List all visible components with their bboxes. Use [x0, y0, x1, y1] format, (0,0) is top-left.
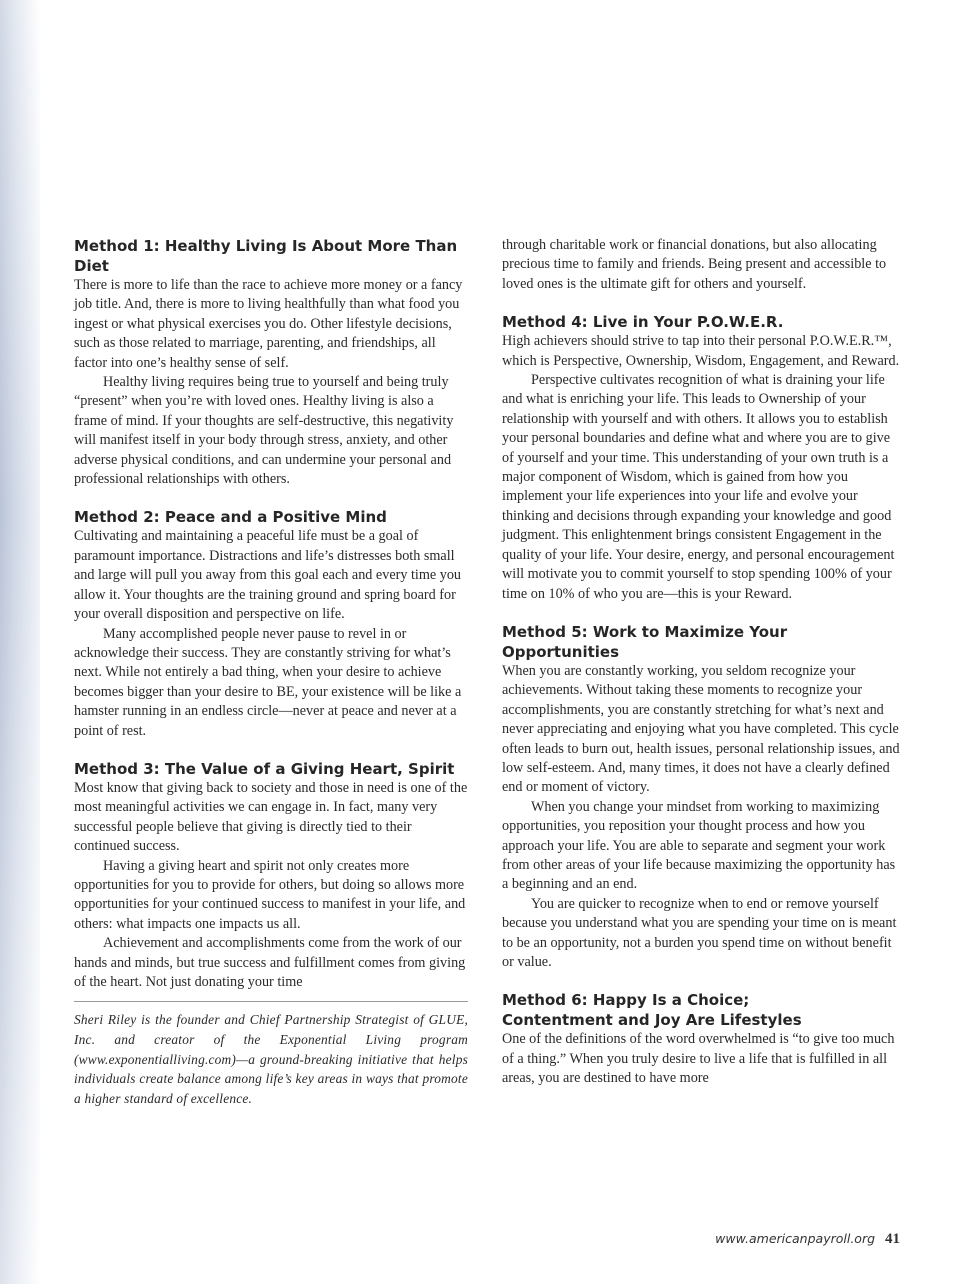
method-2-paragraph-1: Cultivating and maintaining a peaceful life must be a goal of paramount importance. Distractions and life’s distresses both small and large will pull you away from this goal each and every time you allow it. Your thoughts are the training ground and spring board for your overall disposition and perspective on life. [74, 528, 462, 623]
method-1-section [74, 236, 468, 489]
left-column [74, 236, 468, 1108]
method-1-paragraph-1: There is more to life than the race to achieve more money or a fancy job title. And, there is more to living healthfully than what food you ingest or what physical exercises you do. Other lifestyle decisions, such as those related to marriage, parenting, and friendships, all factor into one’s healthy sense of self. [74, 277, 463, 371]
method-6-heading-line-1: Method 6: Happy Is a Choice; [502, 991, 750, 1010]
method-5-paragraph-1: When you are constantly working, you seldom recognize your achievements. Without taking these moments to recognize your accomplishments, you are constantly stretching for what’s next and never appreciating and enjoying what you have completed. This cycle often leads to burn out, health issues, personal relationship issues, and low self-esteem. And, many times, it does not have a clearly defined end or moment of victory. [502, 662, 900, 796]
bio-divider [74, 1001, 468, 1002]
method-1-heading: Method 1: Healthy Living Is About More Than Diet [74, 237, 458, 275]
method-4-section [502, 312, 902, 604]
method-4-paragraph-2: Perspective cultivates recognition of what is draining your life and what is enriching your life. This leads to Ownership of your relationship with yourself and with others. It allows you to establish your personal boundaries and define what and where you are to give of yourself and your time. This understanding of your own truth is a major component of Wisdom, which is gained from how you implement your life experiences into your life and evolve your thinking and decisions through expanding your knowledge and good judgment. This enlightenment brings consistent Engagement in the quality of your life. Your desire, energy, and personal encouragement will motivate you to commit yourself to stop spending 100% of your time on 10% of who you are—this is your Reward. [502, 372, 895, 602]
method-6-heading-line-2: Contentment and Joy Are Lifestyles [502, 1011, 802, 1030]
method-1-paragraph-2: Healthy living requires being true to yourself and being truly “present” when you’re with loved ones. Healthy living is also a frame of mind. If your thoughts are self-destructive, this negativity will manifest itself in your body through stress, anxiety, and other adverse physical conditions, and can undermine your personal and professional relationships with others. [74, 374, 454, 488]
method-2-heading: Method 2: Peace and a Positive Mind [74, 508, 387, 527]
method-6-section [502, 990, 902, 1088]
method-6-paragraph-1: One of the definitions of the word overwhelmed is “to give too much of a thing.” When you truly desire to live a life that is fulfilled in all areas, you are destined to have more [502, 1031, 895, 1087]
method-4-paragraph-1: High achievers should strive to tap into their personal P.O.W.E.R.™, which is Perspective, Ownership, Wisdom, Engagement, and Reward. [502, 333, 900, 369]
method-3-paragraph-1: Most know that giving back to society and those in need is one of the most meaningful activities we can engage in. In fact, many very successful people believe that giving is directly tied to their continued success. [74, 779, 468, 855]
right-column [502, 236, 902, 1089]
method-5-paragraph-3: You are quicker to recognize when to end or remove yourself because you understand what you are spending your time on is meant to be an opportunity, not a burden you spend time on without benefit or value. [502, 895, 897, 970]
method-2-paragraph-2: Many accomplished people never pause to revel in or acknowledge their success. They are constantly striving for what’s next. While not entirely a bad thing, when your desire to achieve becomes bigger than your desire to BE, your existence will be like a hamster running in an endless circle—never at peace and never at a point of rest. [74, 625, 462, 739]
decorative-sky-strip [0, 0, 40, 1284]
page-number: 41 [885, 1231, 900, 1247]
method-3-section [74, 759, 468, 992]
method-4-heading: Method 4: Live in Your P.O.W.E.R. [502, 313, 784, 332]
method-5-paragraph-2: When you change your mindset from working to maximizing opportunities, you reposition your thought process and how you approach your life. You are able to separate and segment your work from other areas of your life because maximizing the opportunity has a beginning and an end. [502, 798, 896, 893]
method-3-paragraph-3: Achievement and accomplishments come from the work of our hands and minds, but true success and fulfillment comes from giving of the heart. Not just donating your time [74, 935, 466, 990]
page-footer [715, 1231, 900, 1248]
method-3-heading: Method 3: The Value of a Giving Heart, Spirit [74, 759, 455, 778]
method-6-heading [502, 990, 902, 1030]
author-bio: Sheri Riley is the founder and Chief Partnership Strategist of GLUE, Inc. and creator of the Exponential Living program (www.exponentialliving.com)—a ground-breaking initiative that helps individuals create balance among life’s key areas in ways that promote a higher standard of excellence. [74, 1012, 468, 1106]
method-3-paragraph-2: Having a giving heart and spirit not only creates more opportunities for you to provide for others, but doing so allows more opportunities for your continued success to manifest in your life, and others: what impacts one impacts us all. [74, 857, 466, 932]
method-5-section [502, 622, 902, 973]
method-2-section [74, 507, 468, 740]
footer-url: www.americanpayroll.org [715, 1231, 876, 1246]
method-5-heading: Method 5: Work to Maximize Your Opportunities [502, 622, 788, 661]
method-3-continuation: through charitable work or financial donations, but also allocating precious time to family and friends. Being present and accessible to loved ones is the ultimate gift for others and yourself. [502, 237, 887, 292]
